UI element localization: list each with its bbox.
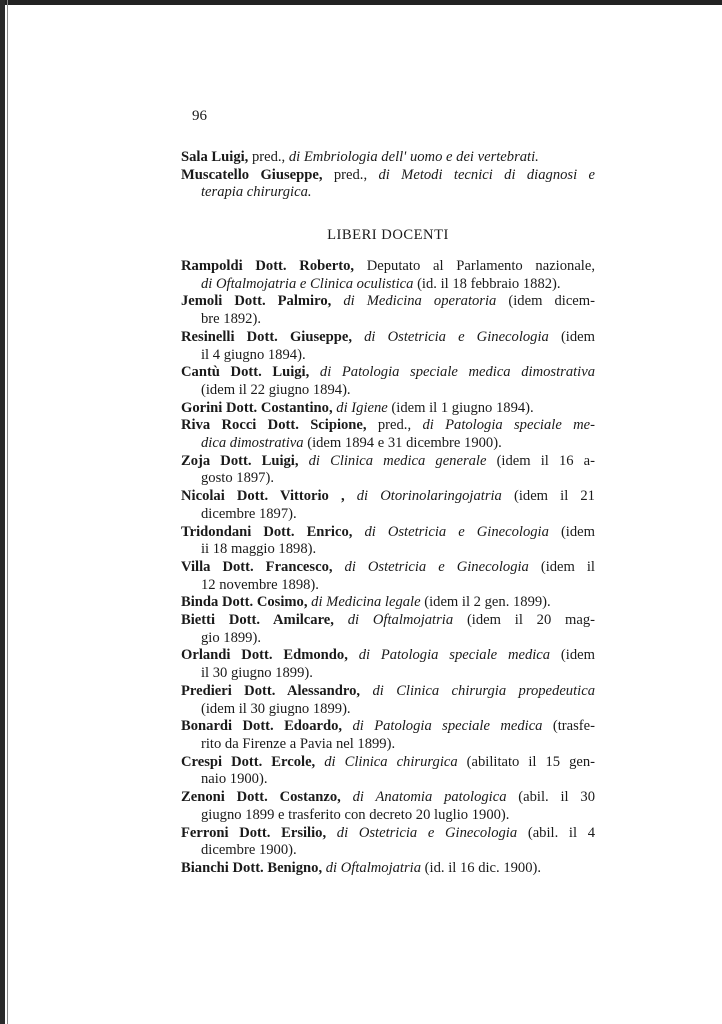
detail-text: (id. il 16 dic. 1900). — [421, 859, 542, 876]
text-line — [181, 364, 595, 382]
list-item — [181, 293, 595, 328]
person-name: Rampoldi Dott. Roberto, — [181, 258, 355, 274]
person-name: Nicolai Dott. Vittorio , — [181, 488, 345, 505]
text-line — [181, 825, 595, 843]
detail-text: dicembre 1897). — [201, 505, 297, 522]
text-line — [181, 453, 595, 471]
detail-text: bre 1892). — [201, 311, 261, 328]
list-item — [181, 417, 595, 452]
list-item — [181, 683, 595, 718]
person-name: Binda Dott. Cosimo, — [181, 594, 308, 611]
text-line — [181, 293, 595, 311]
detail-text: (idem il 30 giugno 1899). — [201, 700, 351, 717]
detail-text — [352, 524, 364, 540]
detail-text: (idem il 22 giugno 1894). — [201, 381, 351, 398]
subject: di Igiene — [336, 399, 388, 416]
detail-text: (idem dicem- — [496, 293, 595, 310]
person-name: Jemoli Dott. Palmiro, — [181, 293, 332, 310]
person-name: Sala Luigi, — [181, 149, 249, 165]
detail-text: (abilitato il 15 gen- — [457, 753, 596, 770]
text-line — [181, 347, 595, 365]
person-name: Bietti Dott. Amilcare, — [181, 612, 334, 629]
text-line — [181, 470, 595, 488]
list-item — [181, 258, 595, 293]
detail-text: ii 18 maggio 1898). — [201, 541, 317, 558]
text-line — [181, 559, 595, 577]
text-line — [181, 167, 595, 185]
person-name: Bianchi Dott. Benigno, — [181, 859, 323, 876]
liberi-docenti-list — [181, 258, 595, 878]
text-line — [181, 541, 595, 559]
detail-text: giugno 1899 e trasferito con decreto 20 luglio 1900). — [201, 806, 510, 823]
person-name: Muscatello Giuseppe, — [181, 166, 323, 183]
list-item — [181, 488, 595, 523]
subject: di Medicina legale — [311, 594, 421, 611]
list-item — [181, 860, 595, 878]
subject: di Ostetricia e Ginecologia — [364, 523, 549, 540]
detail-text: (idem — [550, 647, 595, 664]
detail-text — [299, 453, 309, 469]
text-line — [181, 683, 595, 701]
detail-text: il 30 giugno 1899). — [201, 665, 313, 682]
detail-text — [333, 559, 345, 575]
person-name: Villa Dott. Francesco, — [181, 558, 333, 575]
list-item — [181, 612, 595, 647]
person-name: Zenoni Dott. Costanzo, — [181, 789, 341, 806]
section-heading: LIBERI DOCENTI — [327, 227, 449, 243]
detail-text: naio 1900). — [201, 771, 268, 788]
subject: di Clinica medica generale — [308, 452, 487, 469]
detail-text: (idem il 20 mag- — [453, 612, 596, 629]
person-name: Ferroni Dott. Ersilio, — [181, 824, 327, 841]
subject: di Oftalmojatria — [325, 859, 422, 876]
text-line — [181, 488, 595, 506]
detail-text: Deputato al Parlamento nazionale, — [354, 258, 595, 274]
detail-text — [341, 789, 353, 805]
detail-text: (idem — [548, 328, 595, 345]
list-item — [181, 594, 595, 612]
text-line — [181, 665, 595, 683]
text-line — [181, 718, 595, 736]
detail-text: (idem — [548, 523, 595, 540]
text-line — [181, 311, 595, 329]
detail-text — [352, 329, 364, 345]
detail-text: (abil. il 4 — [517, 824, 595, 841]
text-line — [181, 789, 595, 807]
detail-text: 12 novembre 1898). — [201, 576, 319, 593]
scan-edge-line — [7, 0, 8, 1024]
detail-text: (abil. il 30 — [506, 789, 595, 806]
list-item — [181, 400, 595, 418]
text-line — [181, 435, 595, 453]
text-line — [181, 612, 595, 630]
text-line — [181, 701, 595, 719]
person-name: Zoja Dott. Luigi, — [181, 452, 299, 469]
text-line — [181, 276, 595, 294]
subject: di Oftalmojatria — [347, 612, 454, 629]
detail-text: pred., — [322, 166, 379, 183]
person-name: Tridondani Dott. Enrico, — [181, 523, 353, 540]
subject: di Patologia speciale medica — [358, 647, 551, 664]
text-line — [181, 524, 595, 542]
list-item — [181, 789, 595, 824]
detail-text: (idem il 1 giugno 1894). — [387, 399, 534, 416]
detail-text: (id. il 18 febbraio 1882). — [413, 275, 561, 292]
list-item — [181, 167, 595, 202]
list-item — [181, 524, 595, 559]
list-item — [181, 559, 595, 594]
person-name: Cantù Dott. Luigi, — [181, 364, 310, 381]
detail-text: (trasfe- — [542, 718, 595, 735]
detail-text — [315, 754, 324, 770]
detail-text: il 4 giugno 1894). — [201, 346, 306, 363]
subject: di Metodi tecnici di diagnosi e — [378, 166, 595, 183]
subject: dica dimostrativa — [201, 435, 304, 452]
detail-text: rito da Firenze a Pavia nel 1899). — [201, 735, 396, 752]
list-item — [181, 453, 595, 488]
text-line — [181, 736, 595, 754]
person-name: Riva Rocci Dott. Scipione, — [181, 417, 367, 434]
text-line — [181, 577, 595, 595]
person-name: Resinelli Dott. Giuseppe, — [181, 328, 352, 345]
list-item — [181, 149, 595, 167]
detail-text: gosto 1897). — [201, 470, 274, 487]
text-line — [181, 630, 595, 648]
detail-text: pred., — [366, 417, 423, 434]
person-name: Gorini Dott. Costantino, — [181, 399, 333, 416]
detail-text — [342, 718, 352, 734]
subject: di Patologia speciale medica dimostrativa — [319, 364, 595, 381]
detail-text: gio 1899). — [201, 629, 261, 646]
scan-edge-top — [0, 0, 722, 5]
subject: di Otorinolaringojatria — [356, 488, 502, 505]
text-line — [181, 842, 595, 860]
detail-text: (idem il — [528, 558, 595, 575]
text-line — [181, 184, 595, 202]
detail-text — [331, 293, 343, 309]
subject: di Clinica chirurgia propedeutica — [372, 682, 595, 699]
detail-text — [334, 612, 348, 628]
subject: di Patologia speciale me- — [422, 417, 595, 434]
text-line — [181, 754, 595, 772]
detail-text — [348, 647, 359, 663]
person-name: Crespi Dott. Ercole, — [181, 753, 316, 770]
detail-text: (idem il 21 — [501, 488, 595, 505]
subject: di Ostetricia e Ginecologia — [344, 558, 529, 575]
page-number: 96 — [192, 108, 207, 124]
text-line — [181, 382, 595, 400]
text-line — [181, 258, 595, 276]
list-item — [181, 329, 595, 364]
text-line — [181, 417, 595, 435]
subject: di Embriologia dell' uomo e dei vertebrati. — [288, 149, 539, 165]
text-line — [181, 594, 595, 612]
subject: terapia chirurgica. — [201, 184, 312, 201]
text-line — [181, 149, 595, 167]
text-line — [181, 647, 595, 665]
subject: di Ostetricia e Ginecologia — [364, 328, 549, 345]
subject: di Oftalmojatria e Clinica oculistica — [201, 275, 414, 292]
text-line — [181, 807, 595, 825]
list-item — [181, 825, 595, 860]
subject: di Medicina operatoria — [343, 293, 497, 310]
person-name: Bonardi Dott. Edoardo, — [181, 718, 343, 735]
list-item — [181, 754, 595, 789]
detail-text — [360, 683, 372, 699]
text-line — [181, 860, 595, 878]
list-item — [181, 647, 595, 682]
text-line — [181, 771, 595, 789]
list-item — [181, 718, 595, 753]
detail-text: pred., — [248, 149, 289, 165]
detail-text — [309, 364, 320, 380]
subject: di Patologia speciale medica — [352, 718, 543, 735]
detail-text: (idem 1894 e 31 dicembre 1900). — [303, 435, 502, 452]
detail-text: (idem il 2 gen. 1899). — [420, 594, 551, 611]
top-entries — [181, 149, 595, 202]
subject: di Clinica chirurgica — [324, 753, 458, 770]
detail-text: dicembre 1900). — [201, 842, 297, 859]
detail-text: (idem il 16 a- — [486, 452, 595, 469]
detail-text — [345, 488, 357, 504]
scan-edge-left — [0, 0, 5, 1024]
person-name: Orlandi Dott. Edmondo, — [181, 647, 348, 664]
list-item — [181, 364, 595, 399]
text-line — [181, 400, 595, 418]
text-line — [181, 329, 595, 347]
detail-text — [326, 825, 337, 841]
subject: di Anatomia patologica — [352, 789, 507, 806]
subject: di Ostetricia e Ginecologia — [336, 824, 518, 841]
person-name: Predieri Dott. Alessandro, — [181, 682, 361, 699]
text-line — [181, 506, 595, 524]
